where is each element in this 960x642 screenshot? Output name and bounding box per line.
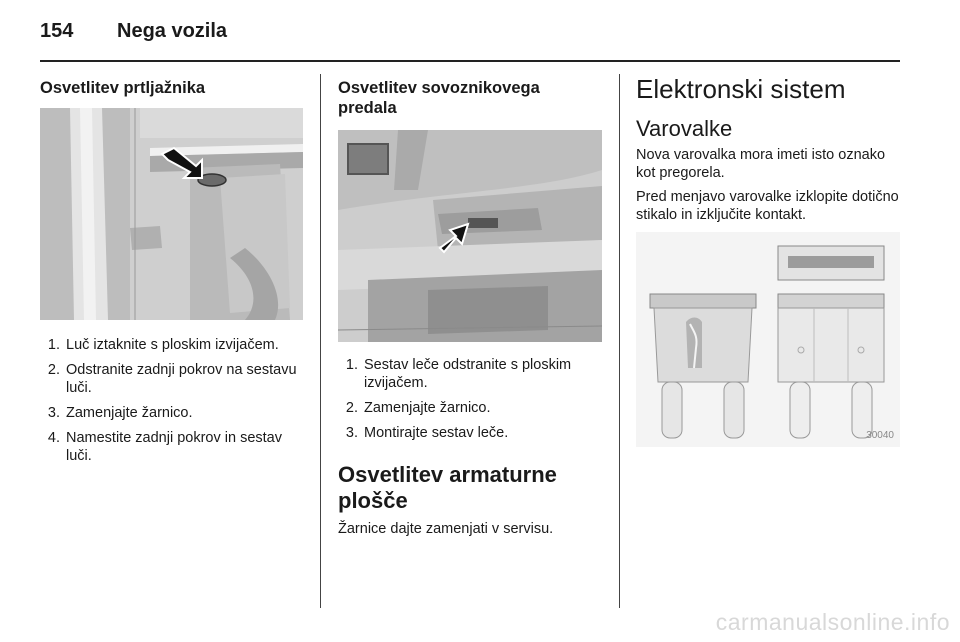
- fuse-paragraph-2: Pred menjavo varovalke izklopite dotično stikalo in izključite kontakt.: [636, 189, 899, 223]
- fuse-figure: [636, 232, 900, 447]
- column-electrical-system: [636, 74, 900, 447]
- glovebox-light-steps: [338, 356, 602, 442]
- trunk-light-steps: [40, 336, 303, 465]
- figure-number: 30040: [866, 430, 894, 441]
- section-heading-dashboard-light: Osvetlitev armaturne plošče: [338, 462, 557, 513]
- list-item: 2. Zamenjajte žarnico.: [345, 400, 491, 416]
- section-heading-trunk-light: Osvetlitev prtljažnika: [40, 79, 206, 97]
- trunk-light-illustration: [40, 108, 303, 320]
- fuse-paragraph-1: Nova varovalka mora imeti isto oznako kot pregorela.: [636, 147, 886, 181]
- list-item: 4. Namestite zadnji pokrov in sestav luči.: [47, 430, 282, 464]
- column-trunk-light: [40, 74, 303, 472]
- page-number: 154: [40, 20, 74, 42]
- column-divider-1: [320, 74, 321, 608]
- column-glovebox-light: [338, 74, 602, 538]
- column-divider-2: [619, 74, 620, 608]
- watermark: carmanualsonline.info: [715, 609, 950, 635]
- list-item: 1. Sestav leče odstranite s ploskim izvijačem.: [345, 357, 572, 391]
- list-item: 2. Odstranite zadnji pokrov na sestavu luči.: [47, 362, 297, 396]
- dashboard-light-text: Žarnice dajte zamenjati v servisu.: [338, 521, 554, 537]
- list-item: 3. Montirajte sestav leče.: [345, 425, 509, 441]
- section-heading-glovebox-light: Osvetlitev sovoznikovega predala: [338, 79, 540, 117]
- fuse-illustration: [636, 232, 900, 447]
- glovebox-light-illustration: [338, 130, 602, 342]
- list-item: 1. Luč iztaknite s ploskim izvijačem.: [47, 337, 279, 353]
- header-rule: [40, 60, 900, 62]
- section-heading-electrical-system: Elektronski sistem: [636, 74, 846, 104]
- subheading-fuses: Varovalke: [636, 116, 733, 141]
- list-item: 3. Zamenjajte žarnico.: [47, 405, 193, 421]
- chapter-title: Nega vozila: [117, 20, 228, 42]
